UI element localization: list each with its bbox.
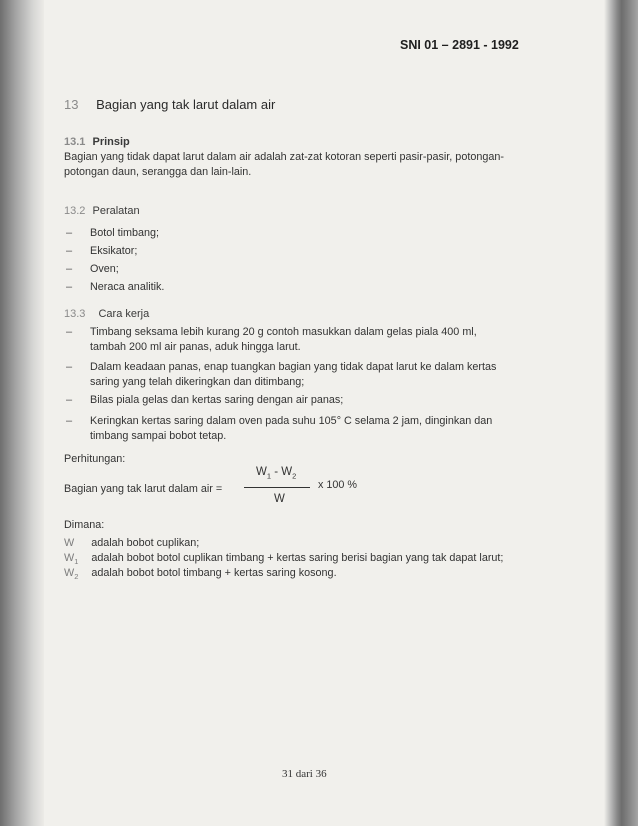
section-heading	[64, 97, 275, 112]
definition-row	[64, 537, 199, 551]
bullet-dash: –	[66, 326, 73, 338]
definition-text: adalah bobot cuplikan;	[91, 537, 200, 549]
section-number: 13	[64, 97, 79, 112]
procedure-step-line-1: Timbang seksama lebih kurang 20 g contoh masukkan dalam gelas piala 400 ml,	[90, 326, 477, 338]
calculation-heading: Perhitungan:	[64, 453, 126, 465]
definition-text: adalah bobot botol cuplikan timbang + kertas saring berisi bagian yang tak dapat larut;	[91, 552, 504, 564]
formula-numerator: $W_1 - W_2$	[256, 466, 297, 481]
procedure-step-line-2: tambah 200 ml air panas, aduk hingga larut.	[90, 341, 301, 353]
procedure-number: 13.3	[64, 308, 86, 320]
bullet-dash: –	[66, 245, 73, 257]
principle-number: 13.1	[64, 136, 86, 148]
equipment-item: Eksikator;	[90, 245, 138, 257]
formula-lhs: Bagian yang tak larut dalam air =	[64, 483, 223, 495]
section-title: Bagian yang tak larut dalam air	[96, 97, 276, 112]
where-heading: Dimana:	[64, 519, 105, 531]
procedure-step-line-1: Bilas piala gelas dan kertas saring dengan air panas;	[90, 394, 344, 406]
bullet-dash: –	[66, 394, 73, 406]
equipment-item: Botol timbang;	[90, 227, 160, 239]
principle-title: Prinsip	[92, 136, 130, 148]
equipment-title: Peralatan	[92, 205, 140, 217]
procedure-step-line-1: Keringkan kertas saring dalam oven pada suhu 105° C selama 2 jam, dinginkan dan	[90, 415, 493, 427]
procedure-step-line-2: timbang sampai bobot tetap.	[90, 430, 227, 442]
procedure-title: Cara kerja	[98, 308, 150, 320]
equipment-number: 13.2	[64, 205, 86, 217]
definition-row	[64, 552, 503, 566]
definition-row	[64, 567, 337, 581]
procedure-step-line-2: saring yang telah dikeringkan dan ditimbang;	[90, 376, 305, 388]
page-number: 31 dari 36	[282, 768, 327, 780]
definition-symbol: $W_2$	[64, 567, 79, 582]
bullet-dash: –	[66, 361, 73, 373]
definition-text: adalah bobot botol timbang + kertas saring kosong.	[91, 567, 337, 579]
bullet-dash: –	[66, 227, 73, 239]
equipment-item: Oven;	[90, 263, 119, 275]
procedure-heading	[64, 308, 149, 320]
equipment-item: Neraca analitik.	[90, 281, 165, 293]
definition-symbol: $W_1$	[64, 552, 79, 567]
formula-multiplier: x 100 %	[318, 479, 358, 491]
bullet-dash: –	[66, 263, 73, 275]
formula-denominator: W	[274, 493, 285, 505]
principle-heading	[64, 136, 130, 148]
procedure-step-line-1: Dalam keadaan panas, enap tuangkan bagian yang tidak dapat larut ke dalam kertas	[90, 361, 497, 373]
equipment-heading	[64, 205, 140, 217]
principle-text-line-1: Bagian yang tidak dapat larut dalam air adalah zat-zat kotoran seperti pasir-pasir, potongan-	[64, 151, 504, 163]
standard-number: SNI 01 – 2891 - 1992	[400, 38, 519, 52]
bullet-dash: –	[66, 415, 73, 427]
fraction-bar	[244, 487, 310, 488]
bullet-dash: –	[66, 281, 73, 293]
definition-symbol: W	[64, 537, 75, 549]
principle-text-line-2: potongan daun, serangga dan lain-lain.	[64, 166, 252, 178]
